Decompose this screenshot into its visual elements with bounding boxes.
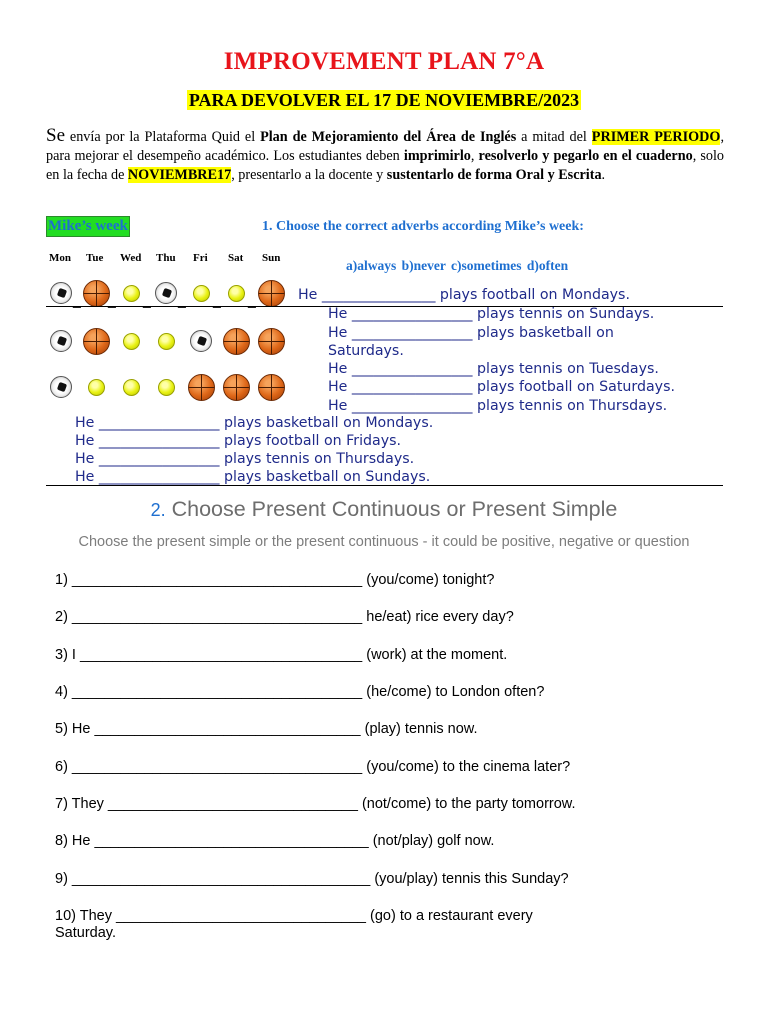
exercise-item: 9) _____________________________________ (you/play) tennis this Sunday?	[55, 871, 569, 887]
sentence: He _________________ plays football on Saturdays.	[328, 379, 675, 395]
exercise-item: 8) He __________________________________ (not/play) golf now.	[55, 833, 495, 849]
sentence: He _________________ plays basketball on Sundays.	[75, 469, 431, 485]
intro-se: Se	[46, 125, 65, 146]
divider-line	[46, 485, 723, 486]
intro-text-7: .	[601, 167, 606, 183]
intro-text-2: a mitad del	[516, 129, 592, 145]
sentence: He _________________ plays tennis on Thursdays.	[75, 451, 415, 467]
intro-bold-solve: resolverlo y pegarlo en el cuaderno	[478, 148, 693, 164]
weekday-header	[46, 252, 296, 266]
intro-highlight-date: NOVIEMBRE17	[127, 167, 232, 183]
sentence: He _________________ plays tennis on Thursdays.	[328, 398, 668, 414]
exercise-2-heading: Choose Present Continuous or Present Simple	[165, 497, 618, 521]
sentence: He _________________ plays tennis on Sundays.	[328, 306, 655, 322]
soccer-ball-icon	[50, 282, 72, 304]
sentence: He ________________ plays football on Mondays.	[298, 287, 630, 303]
exercise-item: 6) ____________________________________ (you/come) to the cinema later?	[55, 759, 571, 775]
basketball-ball-icon	[83, 280, 110, 307]
tennis-ball-icon	[123, 285, 140, 302]
exercise-item: 1) ____________________________________ (you/come) tonight?	[55, 572, 495, 588]
day-label: Tue	[86, 252, 104, 264]
day-label: Sun	[262, 252, 281, 264]
sentence: He _________________ plays basketball on	[328, 325, 614, 341]
basketball-ball-icon	[223, 328, 250, 355]
intro-text-5: , solo en la fecha de	[46, 148, 724, 183]
exercise-1-instruction: 1. Choose the correct adverbs according Mike’s week:	[262, 219, 584, 234]
day-label: Mon	[49, 252, 71, 264]
intro-text-4: ,	[470, 148, 479, 164]
exercise-item: 7) They _______________________________ (not/come) to the party tomorrow.	[55, 796, 576, 812]
basketball-ball-icon	[83, 328, 110, 355]
exercise-2-number: 2.	[150, 500, 166, 520]
mikes-week-label: Mike’s week	[46, 216, 130, 237]
exercise-item: 3) I ___________________________________ (work) at the moment.	[55, 647, 508, 663]
basketball-ball-icon	[258, 328, 285, 355]
intro-text-6: , presentarlo a la docente y	[231, 167, 387, 183]
exercise-item: 5) He _________________________________ (play) tennis now.	[55, 721, 478, 737]
sentence: Saturdays.	[328, 343, 404, 359]
basketball-ball-icon	[258, 280, 285, 307]
day-label: Fri	[193, 252, 208, 264]
tennis-ball-icon	[193, 285, 210, 302]
basketball-ball-icon	[223, 374, 250, 401]
exercise-item: 4) ____________________________________ (he/come) to London often?	[55, 684, 545, 700]
soccer-ball-icon	[50, 376, 72, 398]
intro-bold-print: imprimirlo	[403, 148, 471, 164]
exercise-2-title	[0, 497, 768, 522]
intro-text-3: , para mejorar el desempeño académico. Los estudiantes deben	[46, 129, 724, 164]
tennis-ball-icon	[158, 333, 175, 350]
exercise-item: 10) They _______________________________ (go) to a restaurant every Saturday.	[55, 908, 533, 941]
adverb-options: a)always b)never c)sometimes d)often	[346, 258, 569, 273]
tennis-ball-icon	[123, 333, 140, 350]
intro-bold-plan: Plan de Mejoramiento del Área de Inglés	[260, 129, 517, 145]
day-label: Wed	[120, 252, 142, 264]
tennis-ball-icon	[123, 379, 140, 396]
exercise-2-instruction: Choose the present simple or the present continuous - it could be positive, negative or question	[78, 534, 690, 550]
page-title: IMPROVEMENT PLAN 7°A	[223, 48, 545, 75]
exercise-item: 2) ____________________________________ he/eat) rice every day?	[55, 609, 514, 625]
sentence: He _________________ plays football on Fridays.	[75, 433, 402, 449]
intro-text-1: envía por la Plataforma Quid el	[65, 129, 261, 145]
intro-paragraph	[46, 126, 724, 185]
day-label: Thu	[156, 252, 176, 264]
tennis-ball-icon	[158, 379, 175, 396]
tennis-ball-icon	[228, 285, 245, 302]
sentence: He _________________ plays tennis on Tuesdays.	[328, 361, 659, 377]
soccer-ball-icon	[190, 330, 212, 352]
sentence: He _________________ plays basketball on Mondays.	[75, 415, 434, 431]
soccer-ball-icon	[50, 330, 72, 352]
soccer-ball-icon	[155, 282, 177, 304]
intro-highlight-period: PRIMER PERIODO	[591, 129, 721, 145]
day-label: Sat	[228, 252, 244, 264]
tennis-ball-icon	[88, 379, 105, 396]
basketball-ball-icon	[188, 374, 215, 401]
return-date-subtitle: PARA DEVOLVER EL 17 DE NOVIEMBRE/2023	[188, 90, 580, 110]
basketball-ball-icon	[258, 374, 285, 401]
subtitle-row	[0, 90, 768, 111]
intro-bold-present: sustentarlo de forma Oral y Escrita	[386, 167, 602, 183]
